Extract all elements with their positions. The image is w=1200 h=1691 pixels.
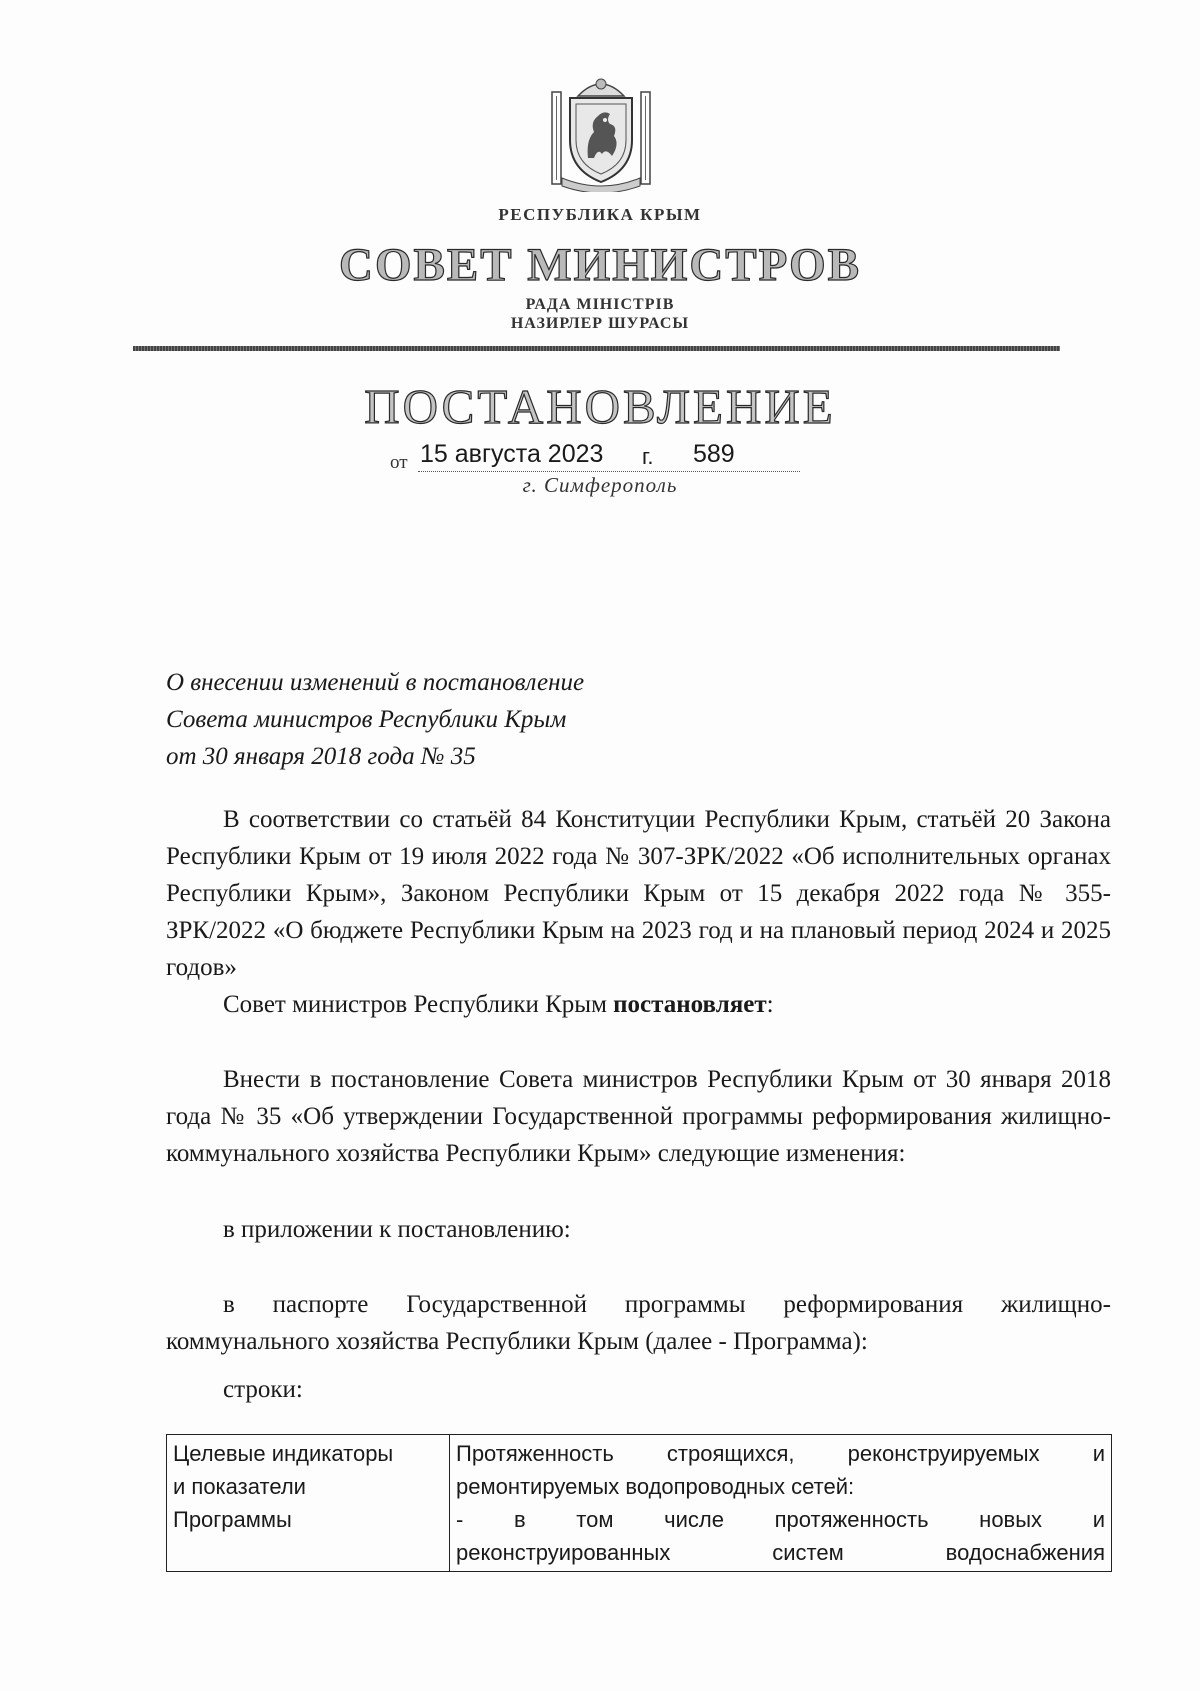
- subject-line: от 30 января 2018 года № 35: [166, 743, 476, 770]
- cell-line: и показатели: [173, 1474, 306, 1499]
- decree-subject: [166, 664, 726, 775]
- date-prefix: от: [390, 452, 408, 473]
- council-name: СОВЕТ МИНИСТРОВ: [339, 239, 861, 291]
- indicators-table: [166, 1434, 1112, 1572]
- resolves-colon: :: [766, 991, 774, 1018]
- table-cell-value: [450, 1435, 1112, 1572]
- cell-line: Целевые индикаторы: [173, 1441, 394, 1466]
- resolves-text: Совет министров Республики Крым: [223, 991, 614, 1018]
- resolves-paragraph: [166, 986, 1111, 1023]
- cell-line: Программы: [173, 1507, 292, 1532]
- passport-paragraph: в паспорте Государственной программы реформирования жилищно-коммунального хозяйства Республики Крым (далее - Программа):: [166, 1291, 1111, 1355]
- header-divider: [133, 346, 1060, 351]
- decree-city: г. Симферополь: [522, 473, 678, 497]
- cell-line: реконструированных систем водоснабжения: [456, 1540, 1105, 1565]
- council-name-crh: НАЗИРЛЕР ШУРАСЫ: [510, 315, 690, 332]
- lines-paragraph: строки:: [223, 1376, 303, 1403]
- date-underline: [418, 471, 800, 472]
- table-row: [167, 1435, 1112, 1572]
- coat-of-arms-icon: [548, 70, 654, 192]
- table-cell-label: [167, 1435, 450, 1572]
- republic-name: РЕСПУБЛИКА КРЫМ: [498, 205, 702, 224]
- date-suffix: г.: [642, 444, 654, 469]
- decree-title: ПОСТАНОВЛЕНИЕ: [364, 379, 836, 434]
- decree-date: 15 августа 2023: [420, 440, 604, 468]
- annex-paragraph: в приложении к постановлению:: [223, 1216, 571, 1243]
- council-name-ua: РАДА МІНІСТРІВ: [525, 296, 675, 313]
- amend-paragraph: Внести в постановление Совета министров Республики Крым от 30 января 2018 года № 35 «Об утверждении Государственной программы реформирования жилищно-коммунального хозяйства Республики Крым» следующие изменения:: [166, 1066, 1111, 1167]
- cell-line: Протяженность строящихся, реконструируемых и: [456, 1441, 1105, 1466]
- cell-line: ремонтируемых водопроводных сетей:: [456, 1474, 855, 1499]
- basis-paragraph: В соответствии со статьёй 84 Конституции Республики Крым, статьёй 20 Закона Республики Крым от 19 июля 2022 года № 307-ЗРК/2022 «Об исполнительных органах Республики Крым», Законом Республики Крым от 15 декабря 2022 года № 355-ЗРК/2022 «О бюджете Республики Крым на 2023 год и на плановый период 2024 и 2025 годов»: [166, 806, 1111, 981]
- decree-number: 589: [693, 440, 735, 468]
- decree-date-line: [390, 440, 810, 472]
- resolves-keyword: постановляет: [613, 991, 767, 1018]
- cell-line: - в том числе протяженность новых и: [456, 1507, 1105, 1532]
- subject-line: О внесении изменений в постановление: [166, 669, 585, 696]
- subject-line: Совета министров Республики Крым: [166, 706, 567, 733]
